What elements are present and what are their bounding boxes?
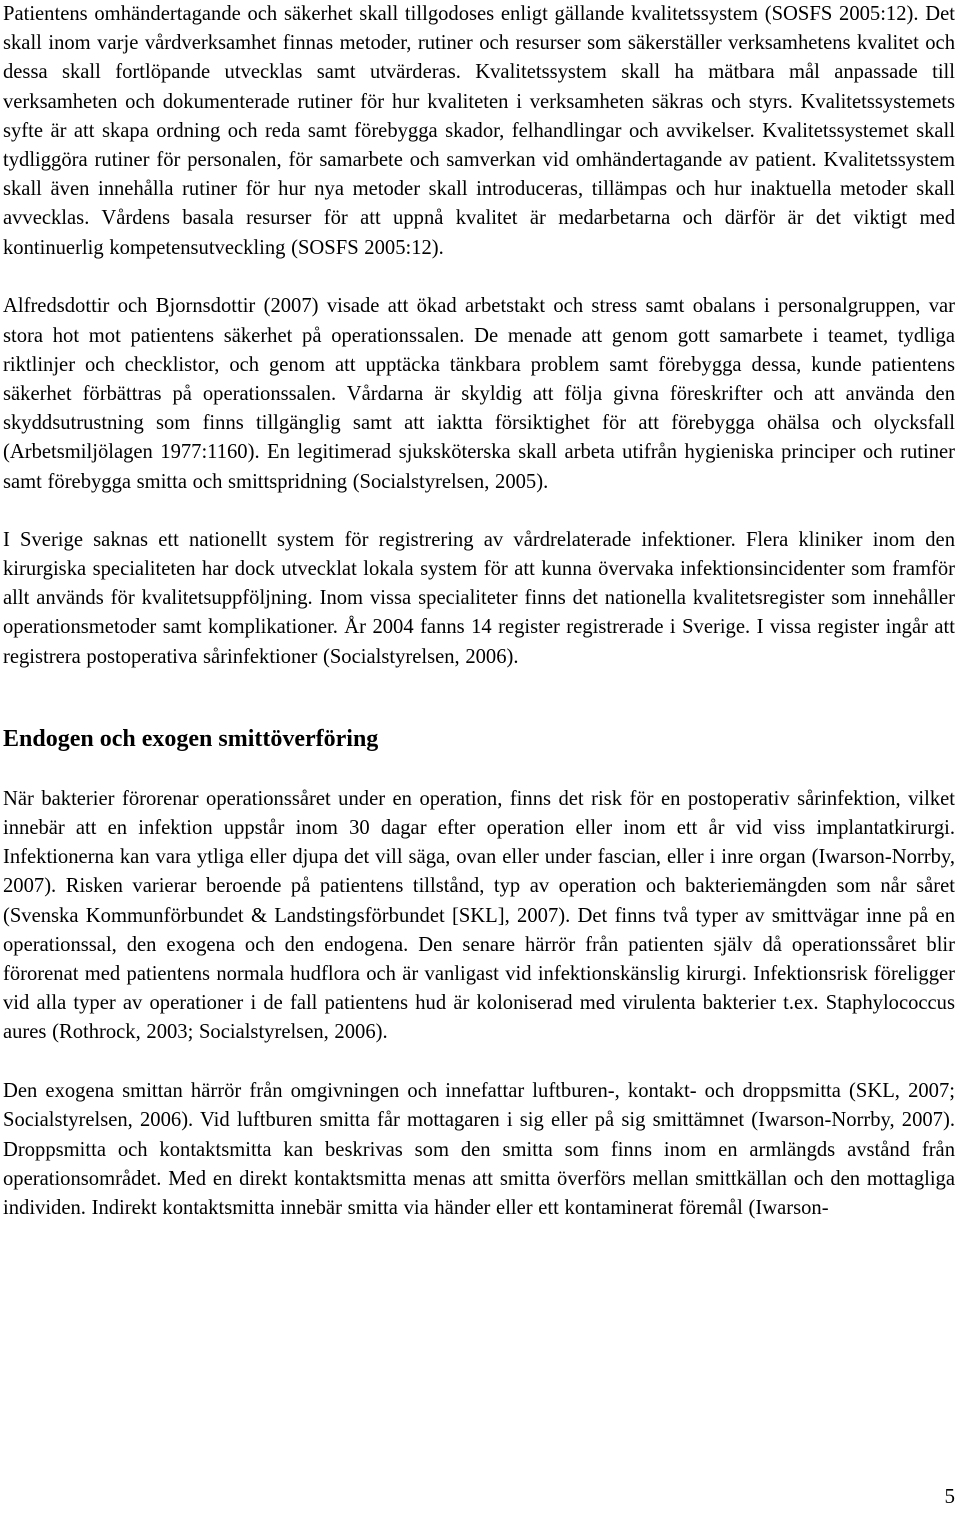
body-paragraph: Den exogena smittan härrör från omgivningen och innefattar luftburen-, kontakt- och droppsmitta (SKL, 2007; Socialstyrelsen, 2006). Vid luftburen smitta får mottagaren i sig eller på sig smittämnet (Iwarson-Norrby, 2007). Droppsmitta och kontaktsmitta kan beskrivas som den smitta som finns inom en armlängds avstånd från operationsområdet. Med en direkt kontaktsmitta menas att smitta överförs mellan smittkällan och den mottagliga individen. Indirekt kontaktsmitta innebär smitta via händer eller ett kontaminerat föremål (Iwarson-: [3, 1080, 955, 1219]
document-page: [3, 0, 955, 1223]
body-paragraph: I Sverige saknas ett nationellt system för registrering av vårdrelaterade infektioner. Flera kliniker inom den kirurgiska specialiteten har dock utvecklat lokala system för att kunna övervaka infektionsincidenter som framför allt används för kvalitetsuppföljning. Inom vissa specialiteter finns det nationella kvalitetsregister som innehåller operationsmetoder samt komplikationer. År 2004 fanns 14 register registrerade i Sverige. I vissa register ingår att registrera postoperativa sårinfektioner (Socialstyrelsen, 2006).: [3, 528, 955, 668]
body-paragraph: Patientens omhändertagande och säkerhet skall tillgodoses enligt gällande kvalitetssystem (SOSFS 2005:12). Det skall inom varje vårdverksamhet finnas metoder, rutiner och resurser som säkerställer verksamhetens kvalitet och dessa skall fortlöpande utvecklas samt utvärderas. Kvalitetssystem skall ha mätbara mål anpassade till verksamheten och dokumenterade rutiner för hur kvaliteten i verksamheten säkras och styrs. Kvalitetssystemets syfte är att skapa ordning och reda samt förebygga skador, felhandlingar och avvikelser. Kvalitetssystemet skall tydliggöra rutiner för personalen, för samarbete och samverkan vid omhändertagande av patient. Kvalitetssystem skall även innehålla rutiner för hur nya metoder skall introduceras, tillämpas och hur inaktuella metoder skall avvecklas. Vårdens basala resurser för att uppnå kvalitet är medarbetarna och därför är det viktigt med kontinuerlig kompetensutveckling (SOSFS 2005:12).: [3, 3, 955, 259]
body-paragraph: När bakterier förorenar operationssåret under en operation, finns det risk för en postoperativ sårinfektion, vilket innebär att en infektion uppstår inom 30 dagar efter operation eller inom ett år vid viss implantatkirurgi. Infektionerna kan vara ytliga eller djupa det vill säga, ovan eller under fascian, eller i inre organ (Iwarson-Norrby, 2007). Risken varierar beroende på patientens tillstånd, typ av operation och bakteriemängden som når såret (Svenska Kommunförbundet & Landstingsförbundet [SKL], 2007). Det finns två typer av smittvägar inne på en operationssal, den exogena och den endogena. Den senare härrör från patienten själv då operationssåret blir förorenat med patientens normala hudflora och är vanligast vid infektionskänslig kirurgi. Infektionsrisk föreligger vid alla typer av operationer i de fall patientens hud är koloniserad med virulenta bakterier t.ex. Staphylococcus aures (Rothrock, 2003; Socialstyrelsen, 2006).: [3, 787, 955, 1044]
section-heading: Endogen och exogen smittöverföring: [3, 725, 379, 752]
page-number: 5: [944, 1484, 955, 1508]
body-paragraph: Alfredsdottir och Bjornsdottir (2007) visade att ökad arbetstakt och stress samt obalans i personalgruppen, var stora hot mot patientens säkerhet på operationssalen. De menade att genom gott samarbete i teamet, tydliga riktlinjer och checklistor, och genom att upptäcka tänkbara problem samt förebygga dessa, kunde patientens säkerhet förbättras på operationssalen. Vårdarna är skyldig att följa givna föreskrifter och att använda den skyddsutrustning som finns tillgänglig samt att iaktta försiktighet för att förebygga ohälsa och olycksfall (Arbetsmiljölagen 1977:1160). En legitimerad sjuksköterska skall arbeta utifrån hygieniska principer och rutiner samt förebygga smitta och smittspridning (Socialstyrelsen, 2005).: [3, 295, 955, 493]
